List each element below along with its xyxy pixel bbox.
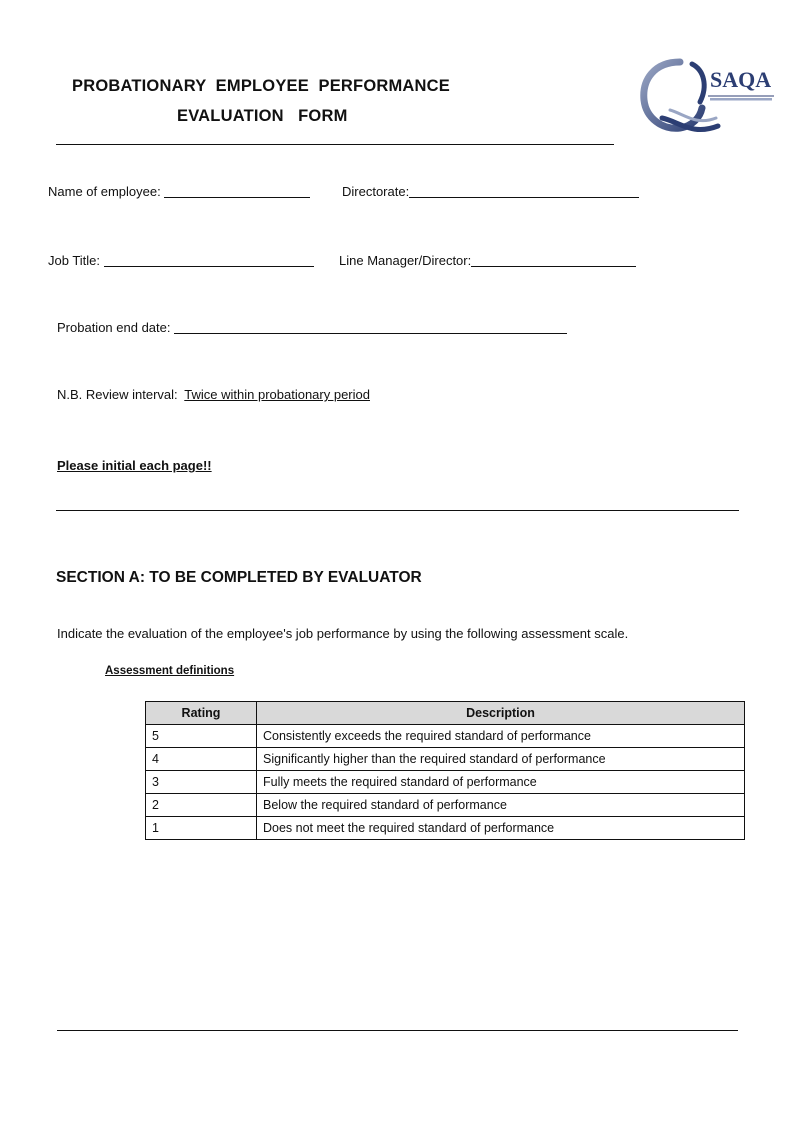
title-divider bbox=[56, 144, 614, 145]
table-header-row bbox=[146, 702, 745, 725]
rating-cell: 4 bbox=[146, 748, 257, 771]
table-row bbox=[146, 748, 745, 771]
logo-wordmark: SAQA bbox=[710, 67, 772, 92]
description-cell: Consistently exceeds the required standard of performance bbox=[257, 725, 745, 748]
saqa-logo bbox=[640, 56, 776, 140]
description-cell: Below the required standard of performance bbox=[257, 794, 745, 817]
employee-name-blank[interactable] bbox=[164, 184, 310, 198]
section-divider bbox=[56, 510, 739, 511]
form-title-line-2: EVALUATION FORM bbox=[177, 107, 348, 125]
description-cell: Fully meets the required standard of performance bbox=[257, 771, 745, 794]
table-row bbox=[146, 725, 745, 748]
job-title-field[interactable] bbox=[48, 253, 314, 268]
probation-end-blank[interactable] bbox=[174, 320, 567, 334]
description-cell: Does not meet the required standard of performance bbox=[257, 817, 745, 840]
directorate-field[interactable] bbox=[342, 184, 639, 199]
line-manager-field[interactable] bbox=[339, 253, 636, 268]
assessment-definitions-heading: Assessment definitions bbox=[105, 665, 235, 677]
table-header-description: Description bbox=[257, 702, 745, 725]
description-cell: Significantly higher than the required standard of performance bbox=[257, 748, 745, 771]
line-manager-blank[interactable] bbox=[471, 253, 636, 267]
employee-name-field[interactable] bbox=[48, 184, 310, 199]
table-row bbox=[146, 771, 745, 794]
initial-each-page-note bbox=[57, 458, 212, 473]
rating-cell: 3 bbox=[146, 771, 257, 794]
section-a-heading: SECTION A: TO BE COMPLETED BY EVALUATOR bbox=[56, 569, 422, 586]
employee-name-label: Name of employee: bbox=[48, 184, 161, 199]
review-interval-label: N.B. Review interval: bbox=[57, 387, 178, 402]
rating-cell: 2 bbox=[146, 794, 257, 817]
job-title-label: Job Title: bbox=[48, 253, 101, 268]
directorate-blank[interactable] bbox=[409, 184, 639, 198]
rating-cell: 5 bbox=[146, 725, 257, 748]
probation-end-label: Probation end date: bbox=[57, 320, 171, 335]
table-row bbox=[146, 817, 745, 840]
rating-cell: 1 bbox=[146, 817, 257, 840]
table-header-rating: Rating bbox=[146, 702, 257, 725]
review-interval-row bbox=[57, 387, 370, 402]
initial-note-text: Please initial each page!! bbox=[57, 458, 212, 473]
section-a-instruction: Indicate the evaluation of the employee's job performance by using the following assessment scale. bbox=[57, 626, 629, 641]
line-manager-label: Line Manager/Director: bbox=[339, 253, 472, 268]
directorate-label: Directorate: bbox=[342, 184, 410, 199]
review-interval-value: Twice within probationary period bbox=[184, 387, 370, 402]
probation-end-field[interactable] bbox=[57, 320, 567, 335]
job-title-blank[interactable] bbox=[104, 253, 314, 267]
form-title-line-1: PROBATIONARY EMPLOYEE PERFORMANCE bbox=[72, 77, 450, 95]
table-row bbox=[146, 794, 745, 817]
footer-divider bbox=[57, 1030, 738, 1031]
assessment-scale-table bbox=[145, 701, 745, 840]
